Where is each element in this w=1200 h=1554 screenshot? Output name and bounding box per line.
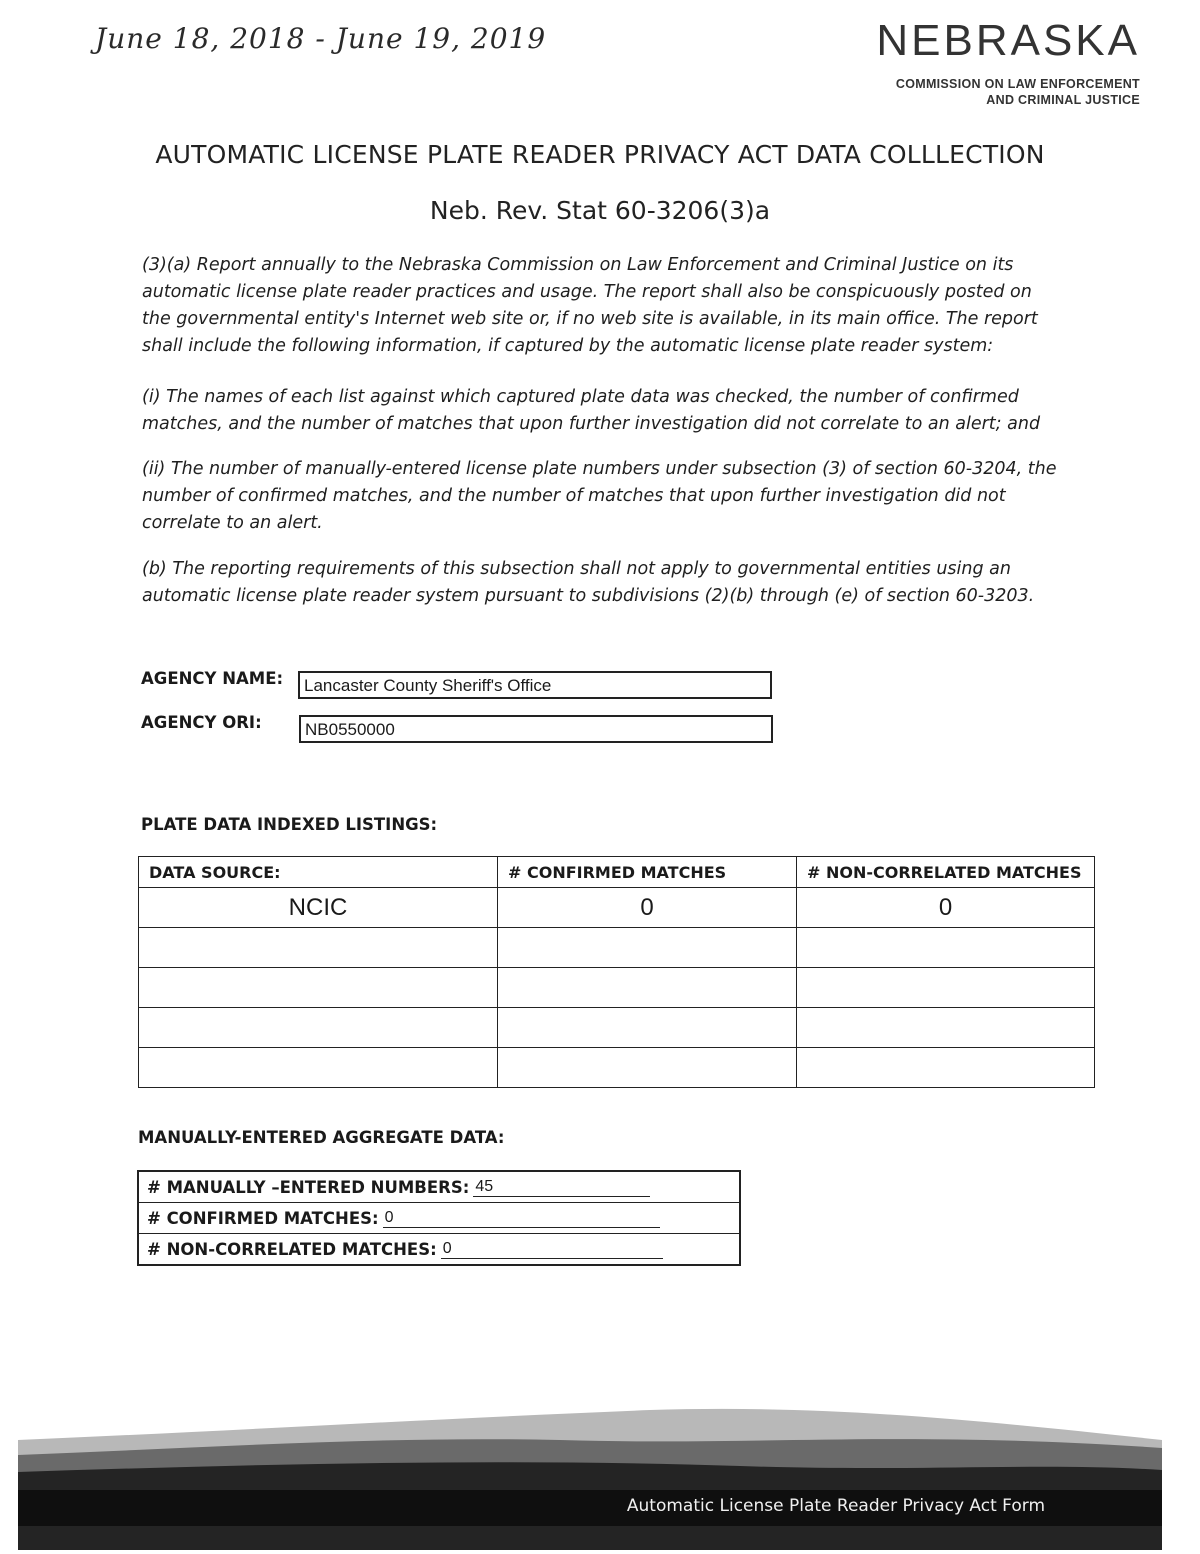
plate-data-table xyxy=(138,856,1095,1088)
cell-data-source xyxy=(139,1008,498,1048)
cell-confirmed: 0 xyxy=(498,888,797,928)
manual-data-heading: MANUALLY-ENTERED AGGREGATE DATA: xyxy=(138,1128,505,1147)
logo-wordmark: NEBRASKA xyxy=(876,16,1140,65)
footer-form-title: Automatic License Plate Reader Privacy Act Form xyxy=(626,1496,1045,1516)
cell-confirmed xyxy=(498,928,797,968)
logo-subtitle-line2: AND CRIMINAL JUSTICE xyxy=(986,93,1140,107)
header-non-correlated-matches: # NON-CORRELATED MATCHES xyxy=(797,857,1095,888)
plate-data-heading: PLATE DATA INDEXED LISTINGS: xyxy=(141,815,438,834)
manual-confirmed-row xyxy=(139,1203,739,1234)
footer-landscape-banner xyxy=(0,1400,1200,1554)
cell-data-source xyxy=(139,1048,498,1088)
cell-non-correlated: 0 xyxy=(797,888,1095,928)
header-confirmed-matches: # CONFIRMED MATCHES xyxy=(498,857,797,888)
paragraph-3a: (3)(a) Report annually to the Nebraska Commission on Law Enforcement and Criminal Justice on its automatic license plate reader practices and usage. The report shall also be conspicuously posted on the governmental entity's Internet web site or, if no web site is available, in its main office. The report shall include the following information, if captured by the automatic license plate reader system: xyxy=(142,255,1038,356)
cell-non-correlated xyxy=(797,1048,1095,1088)
page-subtitle: Neb. Rev. Stat 60-3206(3)a xyxy=(429,196,771,225)
table-row xyxy=(139,928,1095,968)
manual-entered-row xyxy=(139,1172,739,1203)
paragraph-b: (b) The reporting requirements of this subsection shall not apply to governmental entities using an automatic license plate reader system pursuant to subdivisions (2)(b) through (e) of section 60-3203. xyxy=(142,559,1035,606)
table-row xyxy=(139,1008,1095,1048)
cell-confirmed xyxy=(498,1008,797,1048)
manual-entered-label: # MANUALLY –ENTERED NUMBERS: xyxy=(147,1177,470,1197)
nebraska-logo xyxy=(876,18,1140,108)
cell-confirmed xyxy=(498,968,797,1008)
agency-ori-field[interactable]: NB0550000 xyxy=(299,715,773,743)
table-header-row xyxy=(139,857,1095,888)
page-title: AUTOMATIC LICENSE PLATE READER PRIVACY ACT DATA COLLLECTION xyxy=(155,140,1045,169)
paragraph-i: (i) The names of each list against which captured plate data was checked, the number of confirmed matches, and the number of matches that upon further investigation did not correlate to an alert; and xyxy=(142,387,1041,434)
manual-noncorrelated-label: # NON-CORRELATED MATCHES: xyxy=(147,1239,437,1259)
header-data-source: DATA SOURCE: xyxy=(139,857,498,888)
cell-non-correlated xyxy=(797,928,1095,968)
manual-noncorrelated-value[interactable]: 0 xyxy=(441,1240,663,1259)
cell-data-source: NCIC xyxy=(139,888,498,928)
handwritten-date: June 18, 2018 - June 19, 2019 xyxy=(95,22,547,55)
paragraph-ii: (ii) The number of manually-entered license plate numbers under subsection (3) of section 60-3204, the number of confirmed matches, and the number of matches that upon further investigation did not correlate to an alert. xyxy=(142,459,1057,533)
agency-name-field[interactable]: Lancaster County Sheriff's Office xyxy=(298,671,772,699)
agency-name-label: AGENCY NAME: xyxy=(141,669,284,688)
manual-noncorrelated-row xyxy=(139,1234,739,1264)
manual-data-box xyxy=(137,1170,741,1266)
agency-ori-label: AGENCY ORI: xyxy=(141,713,262,732)
table-row xyxy=(139,968,1095,1008)
cell-data-source xyxy=(139,928,498,968)
logo-subtitle-line1: COMMISSION ON LAW ENFORCEMENT xyxy=(895,77,1140,91)
manual-confirmed-value[interactable]: 0 xyxy=(383,1209,660,1228)
cell-non-correlated xyxy=(797,968,1095,1008)
cell-data-source xyxy=(139,968,498,1008)
cell-confirmed xyxy=(498,1048,797,1088)
manual-entered-value[interactable]: 45 xyxy=(473,1178,650,1197)
table-row xyxy=(139,888,1095,928)
cell-non-correlated xyxy=(797,1008,1095,1048)
manual-confirmed-label: # CONFIRMED MATCHES: xyxy=(147,1208,379,1228)
table-row xyxy=(139,1048,1095,1088)
